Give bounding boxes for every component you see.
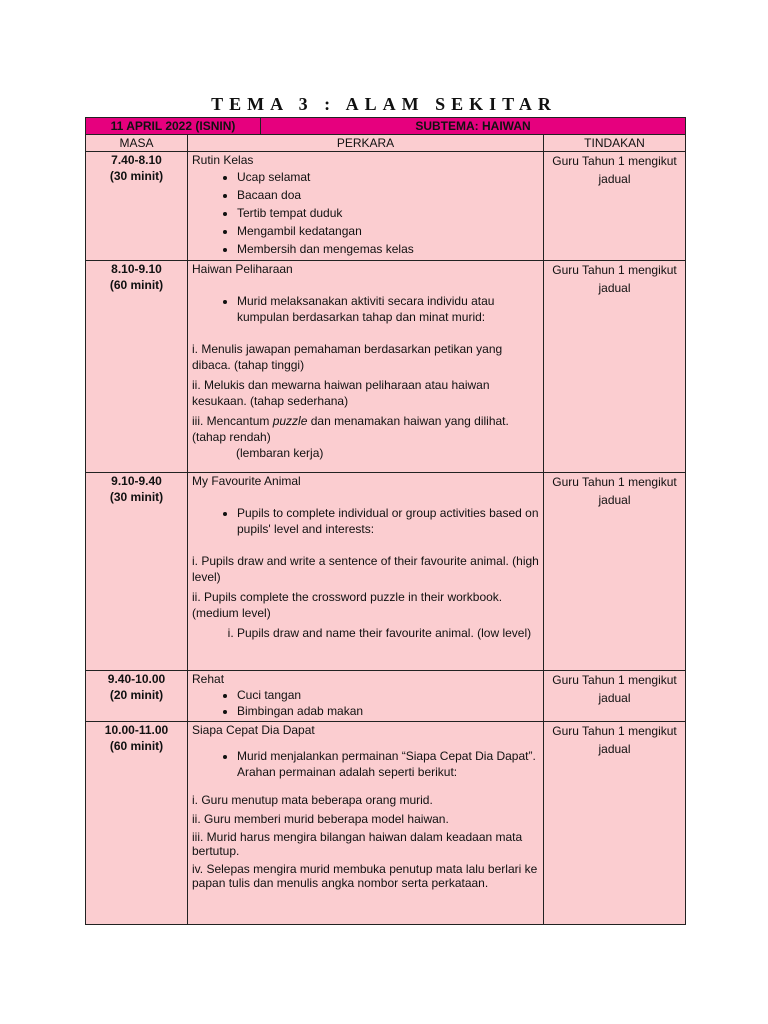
list-item: • Tertib tempat duduk xyxy=(237,204,539,222)
list-item: • Murid melaksanakan aktiviti secara individu atau kumpulan berdasarkan tahap dan minat murid: xyxy=(237,293,539,325)
list-item: • Bimbingan adab makan xyxy=(237,703,539,719)
table-row xyxy=(86,473,686,671)
action-cell: Guru Tahun 1 mengikut jadual xyxy=(544,671,686,722)
time-range: 10.00-11.00 xyxy=(104,723,169,737)
activity-heading: Rutin Kelas xyxy=(192,153,254,167)
activity-item: ii. Melukis dan mewarna haiwan peliharaan atau haiwan kesukaan. (tahap sederhana) xyxy=(192,378,490,408)
activity-item: ii. Guru memberi murid beberapa model haiwan. xyxy=(192,812,449,826)
time-duration: (60 minit) xyxy=(109,739,164,753)
activity-item: iii. Murid harus mengira bilangan haiwan dalam keadaan mata bertutup. xyxy=(192,830,523,858)
bullet-list xyxy=(192,505,539,537)
subtema-cell: SUBTEMA: HAIWAN xyxy=(261,118,686,135)
masa-header: MASA xyxy=(86,135,188,152)
list-item: • Bacaan doa xyxy=(237,186,539,204)
table-row xyxy=(86,152,686,261)
tindakan-header: TINDAKAN xyxy=(544,135,686,152)
activity-item: iv. Selepas mengira murid membuka penutup mata lalu berlari ke papan tulis dan menulis angka nombor serta perkataan. xyxy=(192,862,538,890)
activity-heading: My Favourite Animal xyxy=(192,474,301,488)
list-item: • Membersih dan mengemas kelas xyxy=(237,240,539,258)
action-cell: Guru Tahun 1 mengikut jadual xyxy=(544,152,686,261)
time-range: 8.10-9.10 xyxy=(111,262,162,276)
time-cell xyxy=(86,152,188,261)
time-cell xyxy=(86,473,188,671)
time-cell xyxy=(86,261,188,473)
activity-heading: Siapa Cepat Dia Dapat xyxy=(192,723,315,737)
table-row xyxy=(86,261,686,473)
time-cell xyxy=(86,671,188,722)
bullet-list xyxy=(192,687,539,719)
perkara-cell xyxy=(188,473,544,671)
activity-heading: Rehat xyxy=(192,672,225,686)
time-duration: (20 minit) xyxy=(109,688,164,702)
list-item: • Pupils to complete individual or group activities based on pupils' level and interests: xyxy=(237,505,539,537)
bullet-list xyxy=(192,293,539,325)
perkara-header: PERKARA xyxy=(188,135,544,152)
lesson-plan-table xyxy=(85,117,686,925)
time-cell xyxy=(86,722,188,925)
time-duration: (30 minit) xyxy=(109,169,164,183)
perkara-cell xyxy=(188,671,544,722)
numbered-list xyxy=(192,625,539,641)
table-row xyxy=(86,671,686,722)
column-header-row xyxy=(86,135,686,152)
perkara-cell xyxy=(188,261,544,473)
activity-item: i. Menulis jawapan pemahaman berdasarkan petikan yang dibaca. (tahap tinggi) xyxy=(192,342,503,372)
action-cell: Guru Tahun 1 mengikut jadual xyxy=(544,261,686,473)
action-cell: Guru Tahun 1 mengikut jadual xyxy=(544,473,686,671)
action-cell: Guru Tahun 1 mengikut jadual xyxy=(544,722,686,925)
bullet-list xyxy=(192,168,539,258)
list-item: • Mengambil kedatangan xyxy=(237,222,539,240)
activity-item: ii. Pupils complete the crossword puzzle in their workbook. (medium level) xyxy=(192,590,503,620)
time-duration: (30 minit) xyxy=(109,490,164,504)
perkara-cell xyxy=(188,152,544,261)
activity-item: iii. Mencantum puzzle dan menamakan haiwan yang dilihat. (tahap rendah) xyxy=(192,414,509,444)
list-item: • Cuci tangan xyxy=(237,687,539,703)
perkara-cell xyxy=(188,722,544,925)
page-title: TEMA 3 : ALAM SEKITAR xyxy=(211,94,557,114)
date-cell: 11 APRIL 2022 (ISNIN) xyxy=(86,118,261,135)
activity-note: (lembaran kerja) xyxy=(236,446,324,460)
activity-item: i. Pupils draw and write a sentence of their favourite animal. (high level) xyxy=(192,554,539,584)
list-item: • Ucap selamat xyxy=(237,168,539,186)
activity-heading: Haiwan Peliharaan xyxy=(192,262,293,276)
activity-item: i. Guru menutup mata beberapa orang murid. xyxy=(192,793,433,807)
time-range: 9.10-9.40 xyxy=(111,474,162,488)
bullet-list xyxy=(192,748,539,780)
time-range: 9.40-10.00 xyxy=(107,672,166,686)
list-item: i. Pupils draw and name their favourite animal. (low level) xyxy=(237,625,539,641)
table-row xyxy=(86,722,686,925)
time-range: 7.40-8.10 xyxy=(111,153,162,167)
table-header-row xyxy=(86,118,686,135)
time-duration: (60 minit) xyxy=(109,278,164,292)
list-item: • Murid menjalankan permainan “Siapa Cepat Dia Dapat”. Arahan permainan adalah seperti berikut: xyxy=(237,748,539,780)
